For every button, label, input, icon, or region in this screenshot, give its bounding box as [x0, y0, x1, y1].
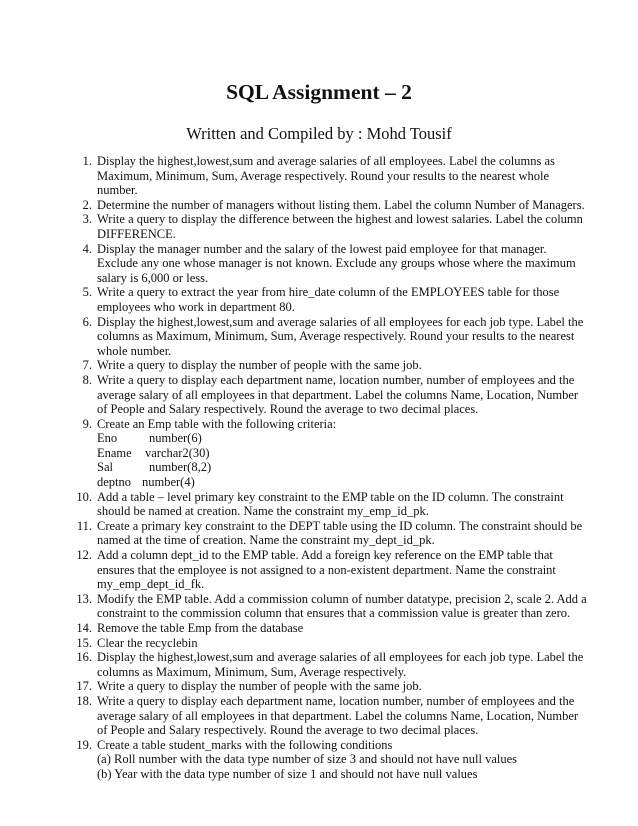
- condition-a: (a) Roll number with the data type number of size 3 and should not have null values: [97, 752, 518, 767]
- list-item: [67, 694, 587, 738]
- item-text: Create a table student_marks with the following conditions: [97, 737, 393, 752]
- author-line: Written and Compiled by : Mohd Tousif: [186, 124, 452, 143]
- spec-column-name: deptno: [97, 475, 132, 490]
- item-number: 2.: [82, 197, 92, 212]
- list-item: [67, 373, 587, 417]
- list-item: [67, 154, 587, 198]
- item-text: Create an Emp table with the following criteria:: [97, 416, 337, 431]
- spec-column-type: number(6): [149, 431, 202, 446]
- item-number: 17.: [76, 679, 92, 694]
- list-item: [67, 212, 587, 241]
- item-text: Write a query to display the number of people with the same job.: [97, 679, 422, 694]
- item-text: Display the highest,lowest,sum and average salaries of all employees. Label the columns as Maximum, Minimum, Sum, Average respectively. Round your results to the nearest whole number.: [97, 154, 555, 198]
- item-text: Write a query to display each department name, location number, number of employees and the average salary of all employees in that department. Label the columns Name, Location, Number of People and Salary respectively. Round the average to two decimal places.: [97, 693, 579, 738]
- item-text: Write a query to display the number of people with the same job.: [97, 358, 422, 373]
- list-item: [67, 242, 587, 286]
- item-number: 12.: [76, 548, 92, 563]
- condition-b: (b) Year with the data type number of size 1 and should not have null values: [97, 766, 478, 781]
- item-number: 8.: [82, 372, 92, 387]
- item-text: Remove the table Emp from the database: [97, 621, 304, 635]
- item-number: 10.: [76, 489, 92, 504]
- item-text: Clear the recyclebin: [97, 635, 198, 650]
- item-number: 3.: [82, 212, 92, 227]
- spec-row: [97, 446, 587, 461]
- item-number: 6.: [82, 314, 92, 329]
- item-number: 1.: [82, 154, 92, 168]
- item-number: 18.: [76, 693, 92, 708]
- emp-table-spec: [97, 431, 587, 489]
- item-number: 15.: [76, 635, 92, 650]
- list-item: [67, 650, 587, 679]
- item-text: Add a column dept_id to the EMP table. Add a foreign key reference on the EMP table that ensures that the employee is not assigned to a non-existent department. Name the constraint my_emp_dept_id_fk.: [97, 548, 556, 592]
- item-number: 14.: [76, 621, 92, 635]
- list-item: [67, 285, 587, 314]
- spec-column-type: number(8,2): [149, 460, 212, 475]
- list-item: [67, 358, 587, 373]
- page-title: SQL Assignment – 2: [226, 80, 412, 104]
- list-item: [67, 621, 587, 636]
- item-number: 11.: [76, 518, 92, 533]
- item-number: 7.: [82, 358, 92, 373]
- item-text: Modify the EMP table. Add a commission column of number datatype, precision 2, scale 2. Add a constraint to the commission column that ensures that a commission value is greater than zero.: [97, 591, 587, 621]
- list-item: [67, 315, 587, 359]
- item-text: Write a query to display the difference between the highest and lowest salaries. Label the column DIFFERENCE.: [97, 212, 583, 241]
- list-item: [67, 636, 587, 651]
- list-item: [67, 198, 587, 213]
- spec-column-name: Eno: [97, 431, 118, 446]
- list-item: [67, 592, 587, 621]
- spec-column-type: varchar2(30): [145, 445, 210, 460]
- item-number: 4.: [82, 241, 92, 256]
- spec-row: [97, 475, 587, 490]
- spec-column-name: Sal: [97, 460, 113, 475]
- list-item: [67, 490, 587, 519]
- item-number: 9.: [82, 416, 92, 431]
- item-text: Write a query to extract the year from hire_date column of the EMPLOYEES table for those employees who work in department 80.: [97, 285, 560, 314]
- list-item: [67, 548, 587, 592]
- item-text: Display the highest,lowest,sum and average salaries of all employees for each job type. Label the columns as Maximum, Minimum, Sum, Average respectively.: [97, 650, 584, 679]
- list-item: [67, 519, 587, 548]
- spec-column-type: number(4): [142, 475, 195, 490]
- item-number: 19.: [76, 737, 92, 752]
- item-text: Display the manager number and the salary of the lowest paid employee for that manager. Exclude any one whose manager is not known. Exclude any groups whose where the maximum salary is 6,000 or less.: [97, 241, 576, 285]
- item-number: 16.: [76, 650, 92, 665]
- item-text: Create a primary key constraint to the DEPT table using the ID column. The constraint should be named at the time of creation. Name the constraint my_dept_id_pk.: [97, 518, 583, 548]
- spec-row: [97, 431, 587, 446]
- list-item: [67, 417, 587, 490]
- spec-column-name: Ename: [97, 445, 132, 460]
- item-text: Write a query to display each department name, location number, number of employees and the average salary of all employees in that department. Label the columns Name, Location, Number of People and Salary respectively. Round the average to two decimal places.: [97, 372, 579, 417]
- question-list: [67, 154, 587, 782]
- item-text: Display the highest,lowest,sum and average salaries of all employees for each job type. Label the columns as Maximum, Minimum, Sum, Average respectively. Round your results to the nearest whole number.: [97, 314, 584, 358]
- item-number: 13.: [76, 591, 92, 606]
- item-number: 5.: [82, 285, 92, 300]
- list-item: [67, 738, 587, 782]
- item-text: Add a table – level primary key constraint to the EMP table on the ID column. The constraint should be named at creation. Name the constraint my_emp_id_pk.: [97, 489, 564, 519]
- list-item: [67, 679, 587, 694]
- spec-row: [97, 460, 587, 475]
- item-text: Determine the number of managers without listing them. Label the column Number of Managers.: [97, 197, 585, 212]
